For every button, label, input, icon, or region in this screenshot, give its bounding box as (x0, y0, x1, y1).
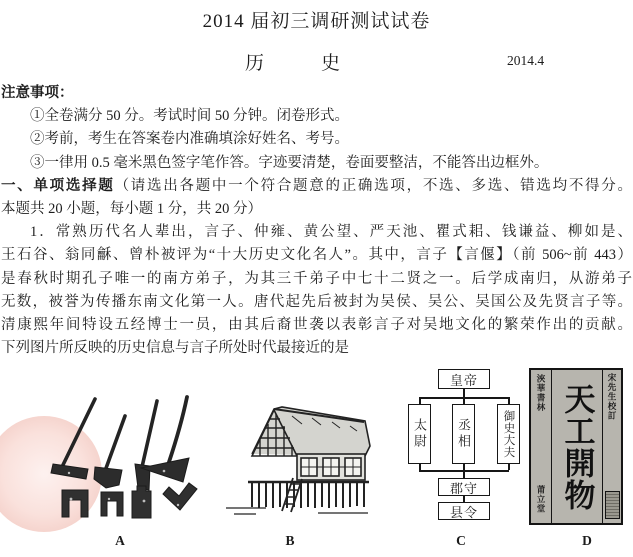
cover-center-column (552, 370, 602, 523)
org-box-emperor: 皇帝 (438, 369, 490, 389)
exam-text-block (1, 82, 632, 360)
option-b-stilt-house-image (222, 396, 374, 520)
notice-item-3: ③一律用 0.5 毫米黑色签字笔作答。字迹要清楚，卷面要整洁，不能答出边框外。 (30, 154, 549, 171)
org-box-taiwei: 太尉 (408, 404, 431, 464)
option-c-org-chart (405, 365, 523, 523)
connector-line (508, 397, 510, 404)
publisher-seal-icon (605, 491, 620, 519)
tool-handles-group (62, 397, 187, 471)
page-title: 2014 届初三调研测试试卷 (202, 11, 431, 32)
notice-item-2: ②考前，考生在答案卷内准确填涂好姓名、考号。 (30, 131, 349, 148)
org-box-junshou: 郡守 (438, 478, 490, 496)
connector-line (419, 397, 421, 404)
connector-line (463, 397, 465, 404)
option-label-b: B (285, 533, 295, 548)
notice-item-1: ①全卷满分 50 分。考试时间 50 分钟。闭卷形式。 (30, 108, 349, 125)
exam-date: 2014.4 (507, 53, 545, 68)
question1-line-4: 无数，被誉为传播东南文化第一人。唐代起先后被封为吴侯、吴公、吴国公及先贤言子等。 (1, 293, 632, 310)
question1-line-1: 1．常熟历代名人辈出，言子、仲雍、黄公望、严天池、瞿式耜、钱谦益、柳如是、 (30, 224, 632, 241)
cover-left-top-text: 浹華書林 (536, 374, 546, 412)
question1-line-5: 清康熙年间特设五经博士一员，由其后裔世袭以表彰言子对吴地文化的繁荣作出的贡献。 (1, 317, 632, 334)
notice-heading: 注意事项： (1, 85, 74, 101)
cover-left-column (531, 370, 552, 523)
option-a-farm-tools-image (45, 395, 200, 521)
question1-line-6: 下列图片所反映的历史信息与言子所处时代最接近的是 (1, 340, 349, 357)
section-heading-line (1, 175, 632, 198)
subject-row (0, 48, 633, 74)
option-label-d: D (582, 533, 592, 548)
option-label-c: C (456, 533, 466, 548)
cover-right-text: 宋先生校訂 (607, 373, 617, 421)
org-box-chengxiang: 丞相 (452, 404, 475, 464)
house-sketch-group (226, 407, 370, 514)
org-box-yushidafu: 御史大夫 (497, 404, 520, 464)
connector-line (463, 389, 465, 397)
cover-book-title: 天工開物 (559, 382, 595, 511)
question1-line-2: 王石谷、翁同龢、曾朴被评为“十大历史文化名人”。其中，言子【言偃】（前 506~前 443） (1, 247, 632, 264)
tool-heads-group (51, 458, 189, 490)
section-heading: 一、单项选择题 (1, 177, 115, 194)
option-d-book-cover (529, 368, 623, 525)
tool-blades-group (62, 483, 197, 518)
section-line-2: 本题共 20 小题，每小题 1 分，共 20 分） (1, 201, 262, 218)
subject-title: 历 史 (244, 53, 340, 74)
cover-left-bottom-text: 莆立堂 (536, 484, 546, 513)
section-heading-note: （请选出各题中一个符合题意的正确选项，不选、多选、错选均不得分。 (114, 177, 633, 194)
org-box-xianling: 县令 (438, 502, 490, 520)
question1-line-3: 是春秋时期孔子唯一的南方弟子，为其三千弟子中七十二贤之一。后学成南归，从游弟子 (1, 270, 632, 287)
option-label-a: A (115, 533, 125, 548)
cover-right-column (602, 370, 621, 523)
